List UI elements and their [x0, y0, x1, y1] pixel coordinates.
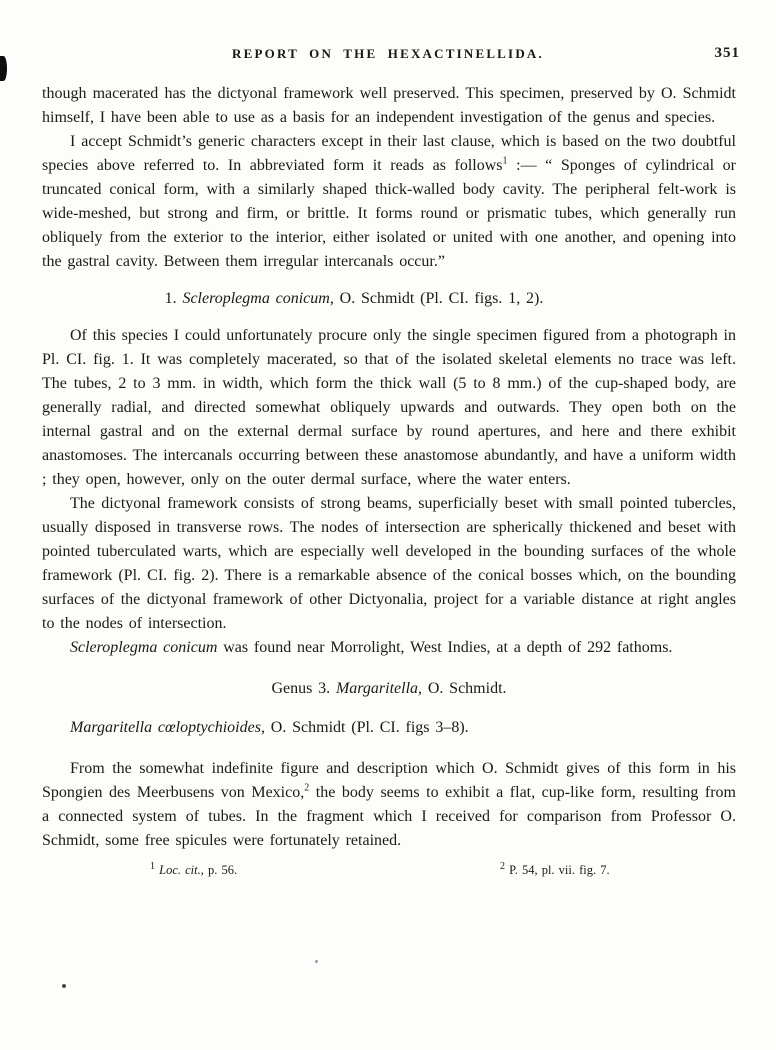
paragraph-margaritella-description: From the somewhat indefinite figure and description which O. Schmidt gives of this form in his Spongien des Meerbusens von Mexico,$^2$ the body seems to exhibit a flat, cup-like form, resulting from a connected system of tubes. In the fragment which I received for comparison from Professor O. Schmidt, some free spicules were fortunately retained. — [42, 760, 736, 849]
page-body — [42, 82, 736, 880]
footnote-2: $^2$ P. 54, pl. vii. fig. 7. — [500, 860, 610, 877]
scan-speck — [315, 960, 318, 963]
paragraph-locality: Scleroplegma conicum was found near Morrolight, West Indies, at a depth of 292 fathoms. — [70, 639, 673, 656]
paragraph-specimen-description: Of this species I could unfortunately procure only the single specimen figured from a photograph in Pl. CI. fig. 1. It was completely macerated, so that of the isolated skeletal elements no trace was left. The tubes, 2 to 3 mm. in width, which form the thick wall (5 to 8 mm.) of the cup-shaped body, are generally radial, and directed somewhat obliquely upwards and outwards. They open both on the internal gastral and on the external dermal surface by round apertures, and here and there exhibit anastomoses. The intercanals occurring between these anastomose abundantly, and have a uniform width ; they open, however, only on the outer dermal surface, where the water enters. — [42, 327, 736, 488]
genus-heading-margaritella: Genus 3. Margaritella, O. Schmidt. — [271, 680, 507, 697]
ink-smudge-left-edge — [0, 56, 7, 81]
species-heading-scleroplegma-conicum: 1. Scleroplegma conicum, O. Schmidt (Pl. CI. figs. 1, 2). — [164, 290, 544, 307]
paragraph-dictyonal-framework: The dictyonal framework consists of strong beams, superficially beset with small pointed tubercles, usually disposed in transverse rows. The nodes of intersection are spherically thickened and beset with pointed tuberculated warts, which are especially well developed in the bounding surfaces of the whole framework (Pl. CI. fig. 2). There is a remarkable absence of the conical bosses which, on the bounding surfaces of the dictyonal framework of other Dictyonalia, project for a variable distance at right angles to the nodes of intersection. — [42, 495, 736, 632]
footnotes — [42, 862, 736, 880]
species-heading-margaritella-coeloptychioides: Margaritella cœloptychioides, O. Schmidt (Pl. CI. figs 3–8). — [70, 719, 469, 736]
running-title: REPORT ON THE HEXACTINELLIDA. — [232, 46, 544, 61]
footnote-1: $^1$ Loc. cit., p. 56. — [150, 860, 238, 877]
scan-speck — [62, 984, 66, 988]
paragraph-continuation: though macerated has the dictyonal framework well preserved. This specimen, preserved by O. Schmidt himself, I have been able to use as a basis for an independent investigation of the genus and species. — [42, 85, 736, 126]
paragraph-generic-characters: I accept Schmidt’s generic characters except in their last clause, which is based on the two doubtful species above referred to. In abbreviated form it reads as follows$^1$ :— “ Sponges of cylindrical or truncated conical form, with a similarly shaped thick-walled body cavity. The peripheral felt-work is wide-meshed, but strong and firm, or brittle. It forms round or prismatic tubes, which generally run obliquely from the exterior to the interior, either isolated or united with one another, and opening into the gastral cavity. Between them irregular intercanals occur.” — [42, 133, 736, 270]
page-number: 351 — [714, 45, 740, 61]
page-header — [0, 46, 776, 64]
